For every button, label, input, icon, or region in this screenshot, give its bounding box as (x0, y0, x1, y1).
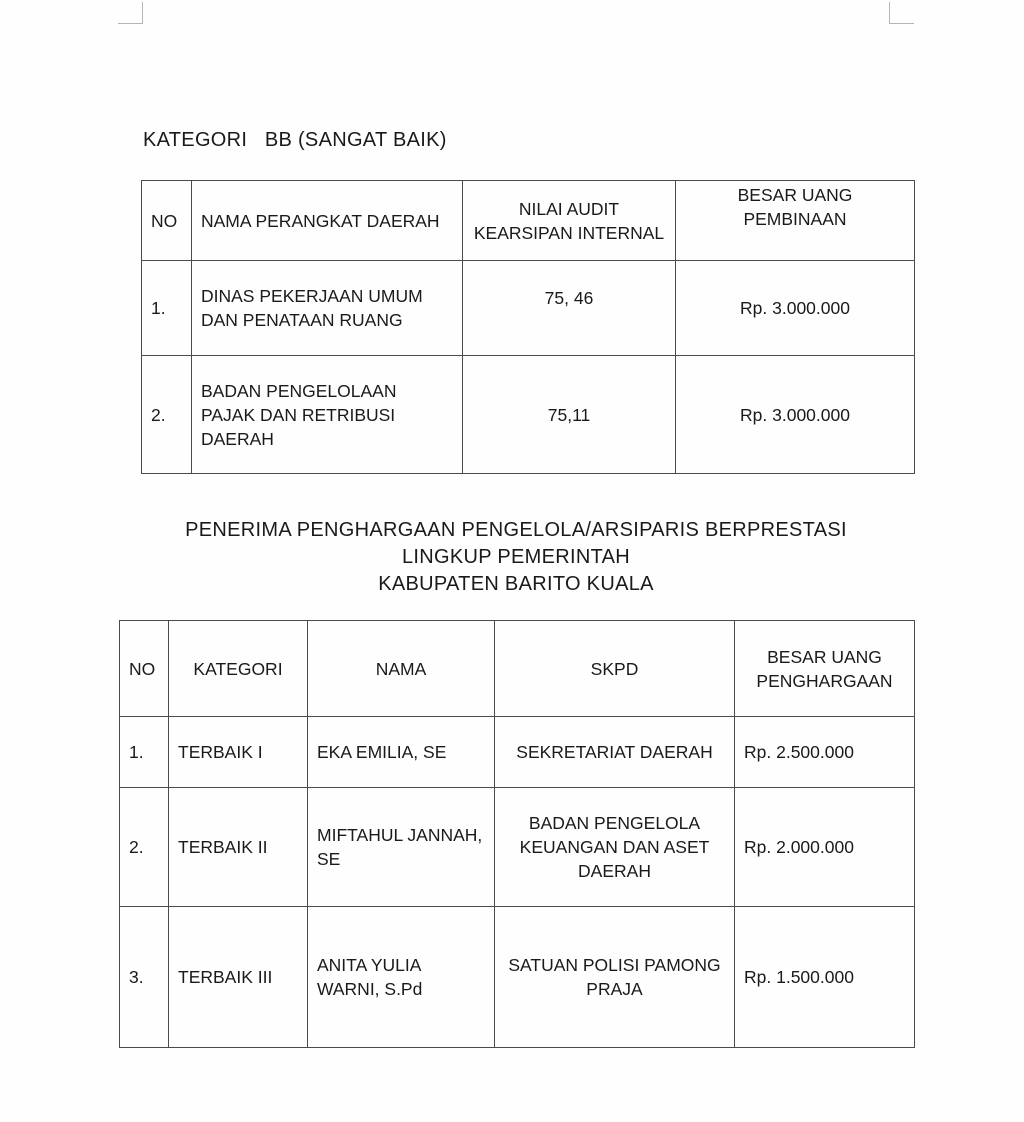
header-no: NO (142, 181, 192, 261)
section2-title (140, 517, 892, 598)
row-nama: EKA EMILIA, SE (308, 717, 495, 788)
pembinaan-table (141, 180, 915, 474)
table-header-row (142, 181, 915, 261)
header-no: NO (120, 621, 169, 717)
row-nama: DINAS PEKERJAAN UMUM DAN PENATAAN RUANG (192, 261, 463, 356)
row-uang: Rp. 3.000.000 (676, 356, 915, 474)
section2-title-line: LINGKUP PEMERINTAH (401, 546, 631, 568)
row-nama: ANITA YULIA WARNI, S.Pd (308, 907, 495, 1048)
header-nilai-audit: NILAI AUDIT KEARSIPAN INTERNAL (463, 181, 676, 261)
row-uang: Rp. 2.500.000 (735, 717, 915, 788)
row-nama: MIFTAHUL JANNAH, SE (308, 788, 495, 907)
table-header-row (120, 621, 915, 717)
row-nama: BADAN PENGELOLAAN PAJAK DAN RETRIBUSI DAERAH (192, 356, 463, 474)
row-nilai: 75,11 (463, 356, 676, 474)
table-row (120, 907, 915, 1048)
row-skpd: BADAN PENGELOLA KEUANGAN DAN ASET DAERAH (495, 788, 735, 907)
crop-mark-top-right (889, 2, 890, 24)
row-no: 2. (120, 788, 169, 907)
row-no: 1. (142, 261, 192, 356)
table-row (120, 788, 915, 907)
crop-mark-top-left (142, 2, 143, 24)
header-nama-perangkat: NAMA PERANGKAT DAERAH (192, 181, 463, 261)
row-uang: Rp. 1.500.000 (735, 907, 915, 1048)
row-kategori: TERBAIK III (169, 907, 308, 1048)
table-row (142, 356, 915, 474)
crop-mark-top-right (889, 23, 914, 24)
row-uang: Rp. 2.000.000 (735, 788, 915, 907)
table-row (142, 261, 915, 356)
header-besar-uang: BESAR UANG PEMBINAAN (676, 181, 915, 261)
row-kategori: TERBAIK I (169, 717, 308, 788)
crop-mark-top-left (118, 23, 143, 24)
section2-title-line: PENERIMA PENGHARGAAN PENGELOLA/ARSIPARIS BERPRESTASI (185, 519, 847, 541)
row-uang: Rp. 3.000.000 (676, 261, 915, 356)
header-kategori: KATEGORI (169, 621, 308, 717)
row-skpd: SATUAN POLISI PAMONG PRAJA (495, 907, 735, 1048)
row-no: 2. (142, 356, 192, 474)
header-besar-uang: BESAR UANG PENGHARGAAN (735, 621, 915, 717)
section2-title-line: KABUPATEN BARITO KUALA (378, 573, 654, 595)
row-no: 3. (120, 907, 169, 1048)
row-kategori: TERBAIK II (169, 788, 308, 907)
row-no: 1. (120, 717, 169, 788)
penghargaan-table (119, 620, 915, 1048)
section1-title: KATEGORI BB (SANGAT BAIK) (143, 129, 447, 151)
row-nilai: 75, 46 (463, 261, 676, 356)
table-row (120, 717, 915, 788)
row-skpd: SEKRETARIAT DAERAH (495, 717, 735, 788)
header-nama: NAMA (308, 621, 495, 717)
header-skpd: SKPD (495, 621, 735, 717)
